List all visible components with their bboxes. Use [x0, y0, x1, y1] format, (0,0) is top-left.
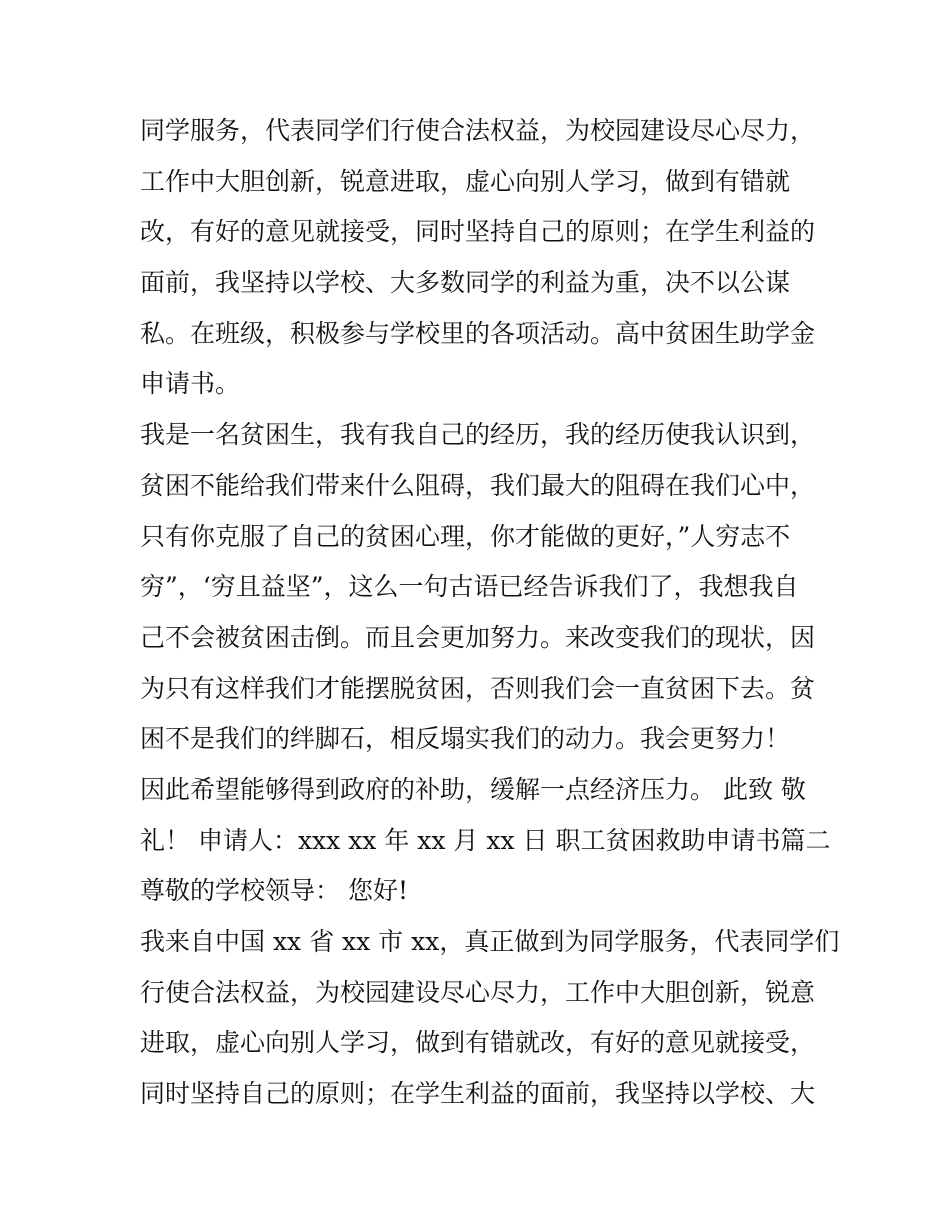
text-line: 为只有这样我们才能摆脱贫困，否则我们会一直贫困下去。贫	[140, 673, 816, 703]
text-line: 贫困不能给我们带来什么阻碍，我们最大的阻碍在我们心中，	[140, 470, 816, 500]
text-line: 己不会被贫困击倒。而且会更加努力。来改变我们的现状，因	[140, 622, 816, 652]
body-text	[140, 106, 840, 1120]
text-line: 申请书。	[140, 369, 241, 399]
text-line: 穷”，‘穷且益坚”，这么一句古语已经告诉我们了，我想我自	[140, 572, 799, 602]
text-line: 我来自中国 xx 省 xx 市 xx，真正做到为同学服务，代表同学们	[140, 927, 840, 956]
text-line: 工作中大胆创新，锐意进取，虚心向别人学习，做到有错就	[140, 166, 791, 196]
text-line: 困不是我们的绊脚石，相反塌实我们的动力。我会更努力！	[140, 724, 791, 754]
text-line: 只有你克服了自己的贫困心理，你才能做的更好，”人穷志不	[140, 521, 791, 551]
text-line: 礼！ 申请人：xxx xx 年 xx 月 xx 日 职工贫困救助申请书篇二	[140, 825, 831, 855]
text-line: 私。在班级，积极参与学校里的各项活动。高中贫困生助学金	[140, 318, 816, 348]
text-line: 尊敬的学校领导： 您好!	[140, 876, 408, 906]
text-line: 同学服务，代表同学们行使合法权益，为校园建设尽心尽力，	[140, 116, 816, 145]
text-line: 我是一名贫困生，我有我自己的经历，我的经历使我认识到，	[140, 420, 816, 450]
text-line: 同时坚持自己的原则；在学生利益的面前，我坚持以学校、大	[140, 1079, 816, 1109]
text-line: 进取，虚心向别人学习，做到有错就改，有好的意见就接受，	[140, 1028, 816, 1058]
text-line: 改，有好的意见就接受，同时坚持自己的原则；在学生利益的	[140, 217, 816, 247]
text-line: 因此希望能够得到政府的补助，缓解一点经济压力。 此致 敬	[140, 774, 806, 804]
text-line: 面前，我坚持以学校、大多数同学的利益为重，决不以公谋	[140, 268, 791, 298]
text-line: 行使合法权益，为校园建设尽心尽力，工作中大胆创新，锐意	[140, 977, 816, 1007]
